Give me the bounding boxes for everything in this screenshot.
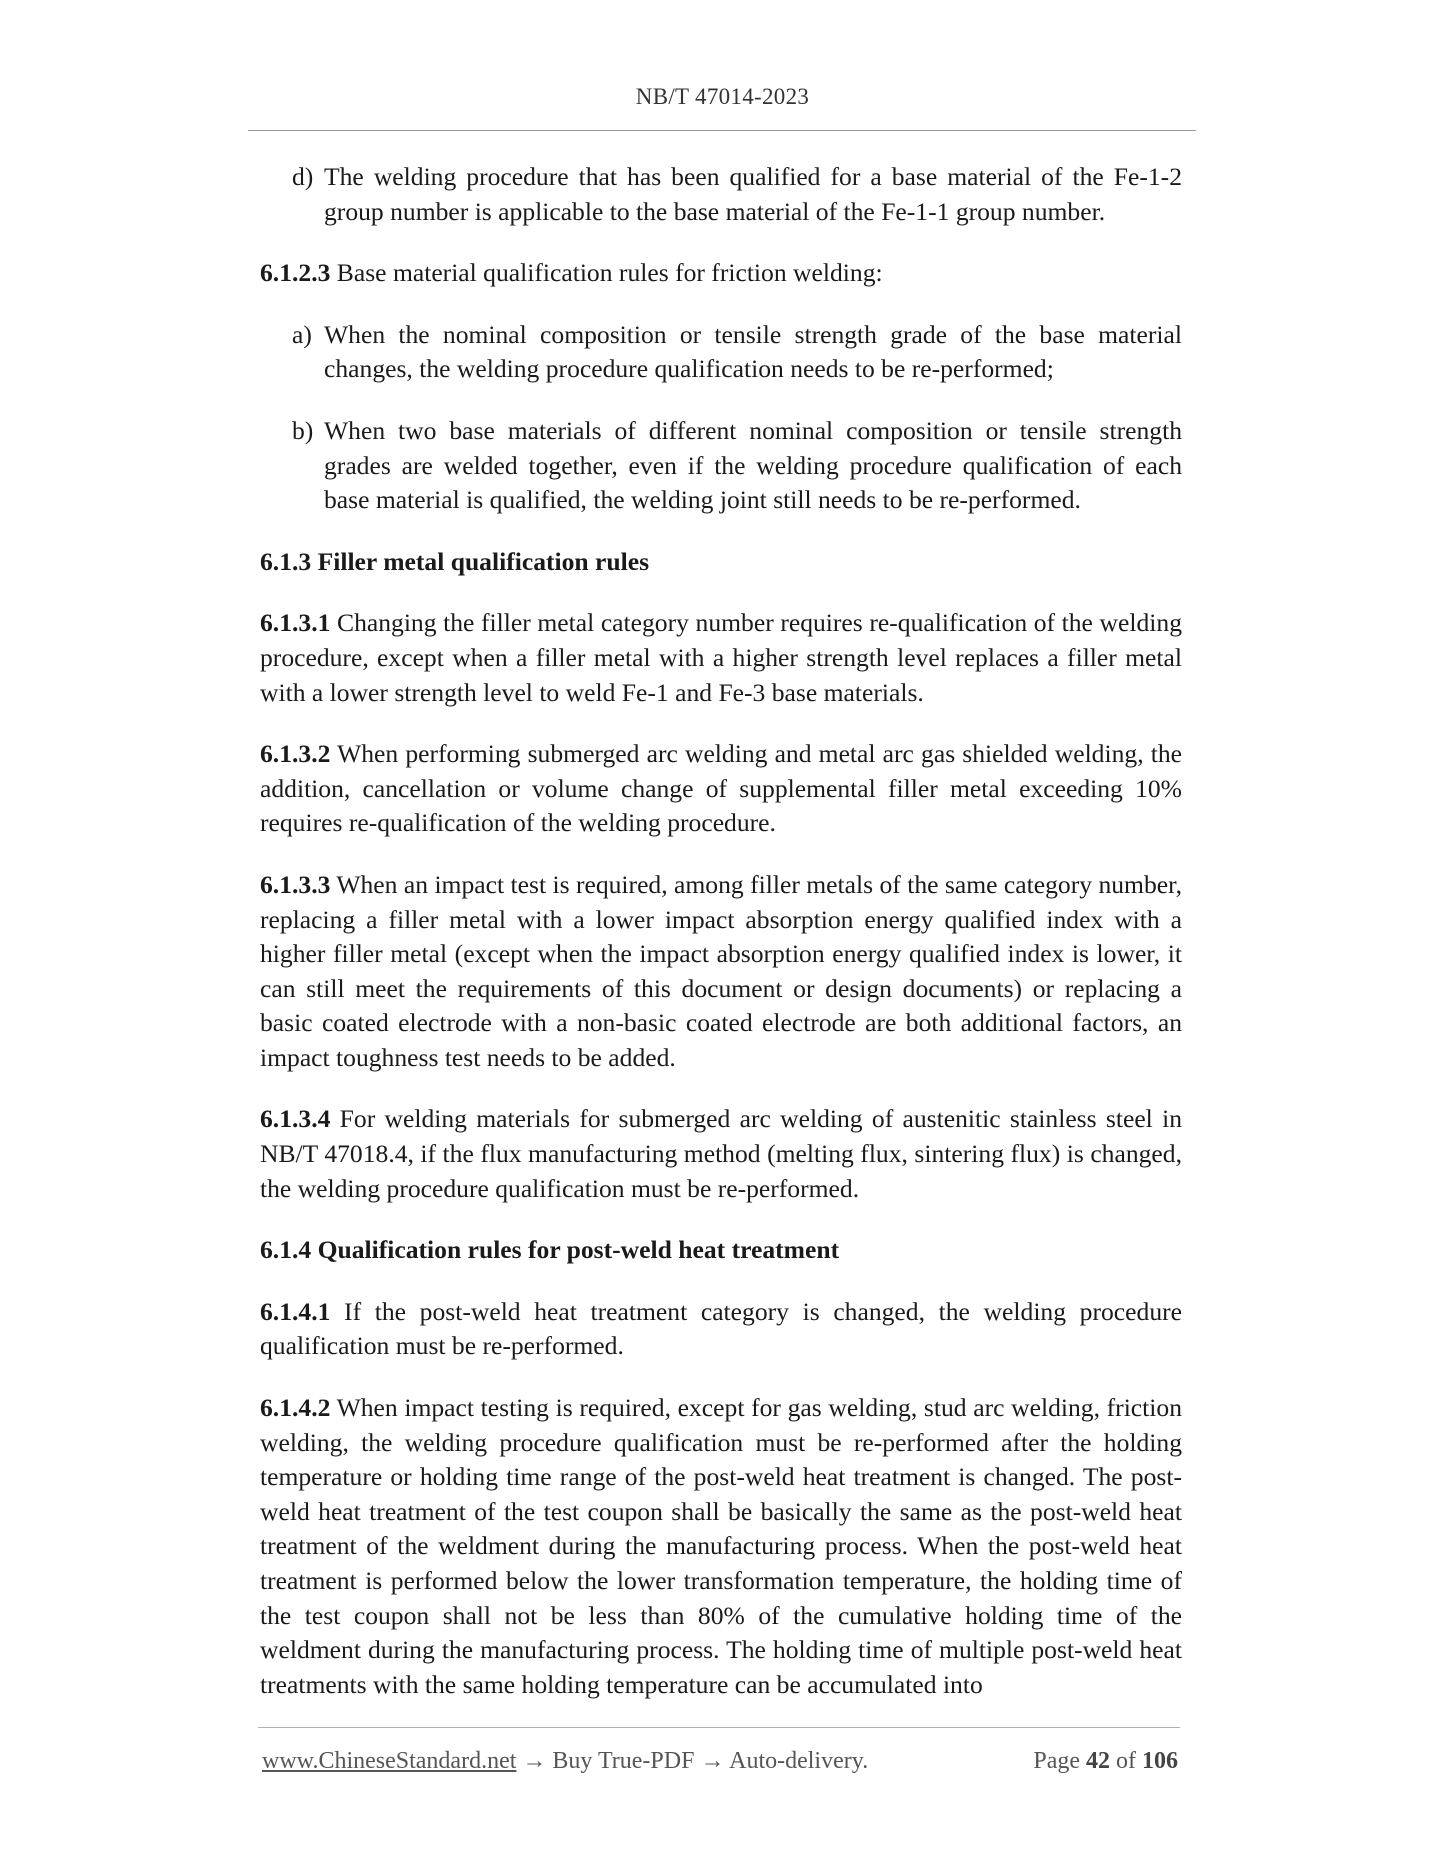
clause-number: 6.1.4.2 xyxy=(260,1393,331,1423)
clause-number: 6.1.2.3 xyxy=(260,258,331,288)
footer-promo xyxy=(262,1748,868,1775)
page-label: Page xyxy=(1033,1748,1080,1774)
list-marker: d) xyxy=(292,162,314,191)
clause-text: When performing submerged arc welding and metal arc gas shielded welding, the addition, cancellation or volume change of supplemental filler metal exceeding 10% requires re-qualification of the welding procedure. xyxy=(260,739,1182,838)
clause-text: If the post-weld heat treatment category is changed, the welding procedure qualification must be re-performed. xyxy=(260,1296,1182,1361)
page-body xyxy=(260,160,1182,1729)
header-divider xyxy=(248,130,1196,131)
clause-number: 6.1.3.2 xyxy=(260,739,331,769)
clause-number: 6.1.3.4 xyxy=(260,1104,331,1134)
clause-text: For welding materials for submerged arc welding of austenitic stainless steel in NB/T 47018.4, if the flux manufacturing method (melting flux, sintering flux) is changed, the welding procedure qualification must be re-performed. xyxy=(260,1104,1182,1203)
section-heading-6-1-3: 6.1.3 Filler metal qualification rules xyxy=(260,546,650,576)
clause-6-1-4-2 xyxy=(260,1391,1182,1702)
clause-text: Base material qualification rules for friction welding: xyxy=(330,258,883,288)
site-link[interactable]: www.ChineseStandard.net xyxy=(262,1748,517,1774)
clause-6-1-3-2 xyxy=(260,737,1182,841)
clause-text: When impact testing is required, except for gas welding, stud arc welding, friction welding, the welding procedure qualification must be re-performed after the holding temperature or holding time range of the post-weld heat treatment is changed. The post-weld heat treatment of the test coupon shall be basically the same as the post-weld heat treatment of the weldment during the manufacturing process. When the post-weld heat treatment is performed below the lower transformation temperature, the holding time of the test coupon shall not be less than 80% of the cumulative holding time of the weldment during the manufacturing process. The holding time of multiple post-weld heat treatments with the same holding temperature can be accumulated into xyxy=(260,1393,1182,1699)
current-page: 42 xyxy=(1086,1748,1110,1774)
page-footer xyxy=(262,1748,1178,1775)
clause-number: 6.1.3.3 xyxy=(260,869,331,899)
list-item-a xyxy=(292,318,1182,387)
clause-text: Changing the filler metal category number requires re-qualification of the welding procedure, except when a filler metal with a higher strength level replaces a filler metal with a lower strength level to weld Fe-1 and Fe-3 base materials. xyxy=(260,608,1182,707)
clause-number: 6.1.3.1 xyxy=(260,608,331,638)
list-item-text: When two base materials of different nominal composition or tensile strength grades are welded together, even if the welding procedure qualification of each base material is qualified, the welding joint still needs to be re-performed. xyxy=(324,415,1182,515)
list-item-b xyxy=(292,414,1182,518)
clause-6-1-3-4 xyxy=(260,1102,1182,1206)
clause-number: 6.1.4.1 xyxy=(260,1296,331,1326)
clause-text: When an impact test is required, among filler metals of the same category number, replacing a filler metal with a lower impact absorption energy qualified index with a higher filler metal (except when the impact absorption energy qualified index is lower, it can still meet the requirements of this document or design documents) or replacing a basic coated electrode with a non-basic coated electrode are both additional factors, an impact toughness test needs to be added. xyxy=(260,869,1182,1072)
clause-6-1-4-1 xyxy=(260,1295,1182,1364)
clause-6-1-3-3 xyxy=(260,868,1182,1076)
list-item-text: When the nominal composition or tensile strength grade of the base material changes, the welding procedure qualification needs to be re-performed; xyxy=(324,319,1182,384)
section-heading-6-1-4: 6.1.4 Qualification rules for post-weld heat treatment xyxy=(260,1235,840,1265)
list-marker: a) xyxy=(292,319,312,349)
clause-6-1-3-1 xyxy=(260,606,1182,710)
clause-6-1-2-3 xyxy=(260,256,1182,291)
promo-text: → Buy True-PDF → Auto-delivery. xyxy=(516,1748,869,1774)
of-label: of xyxy=(1116,1748,1136,1774)
list-item-text: The welding procedure that has been qualified for a base material of the Fe-1-2 group number is applicable to the base material of the Fe-1-1 group number. xyxy=(324,162,1182,226)
document-header: NB/T 47014-2023 xyxy=(635,84,810,109)
list-marker: b) xyxy=(292,415,314,445)
footer-divider xyxy=(258,1727,1180,1728)
total-pages: 106 xyxy=(1142,1748,1178,1774)
page-number xyxy=(1033,1748,1178,1775)
list-item-d xyxy=(292,160,1182,229)
